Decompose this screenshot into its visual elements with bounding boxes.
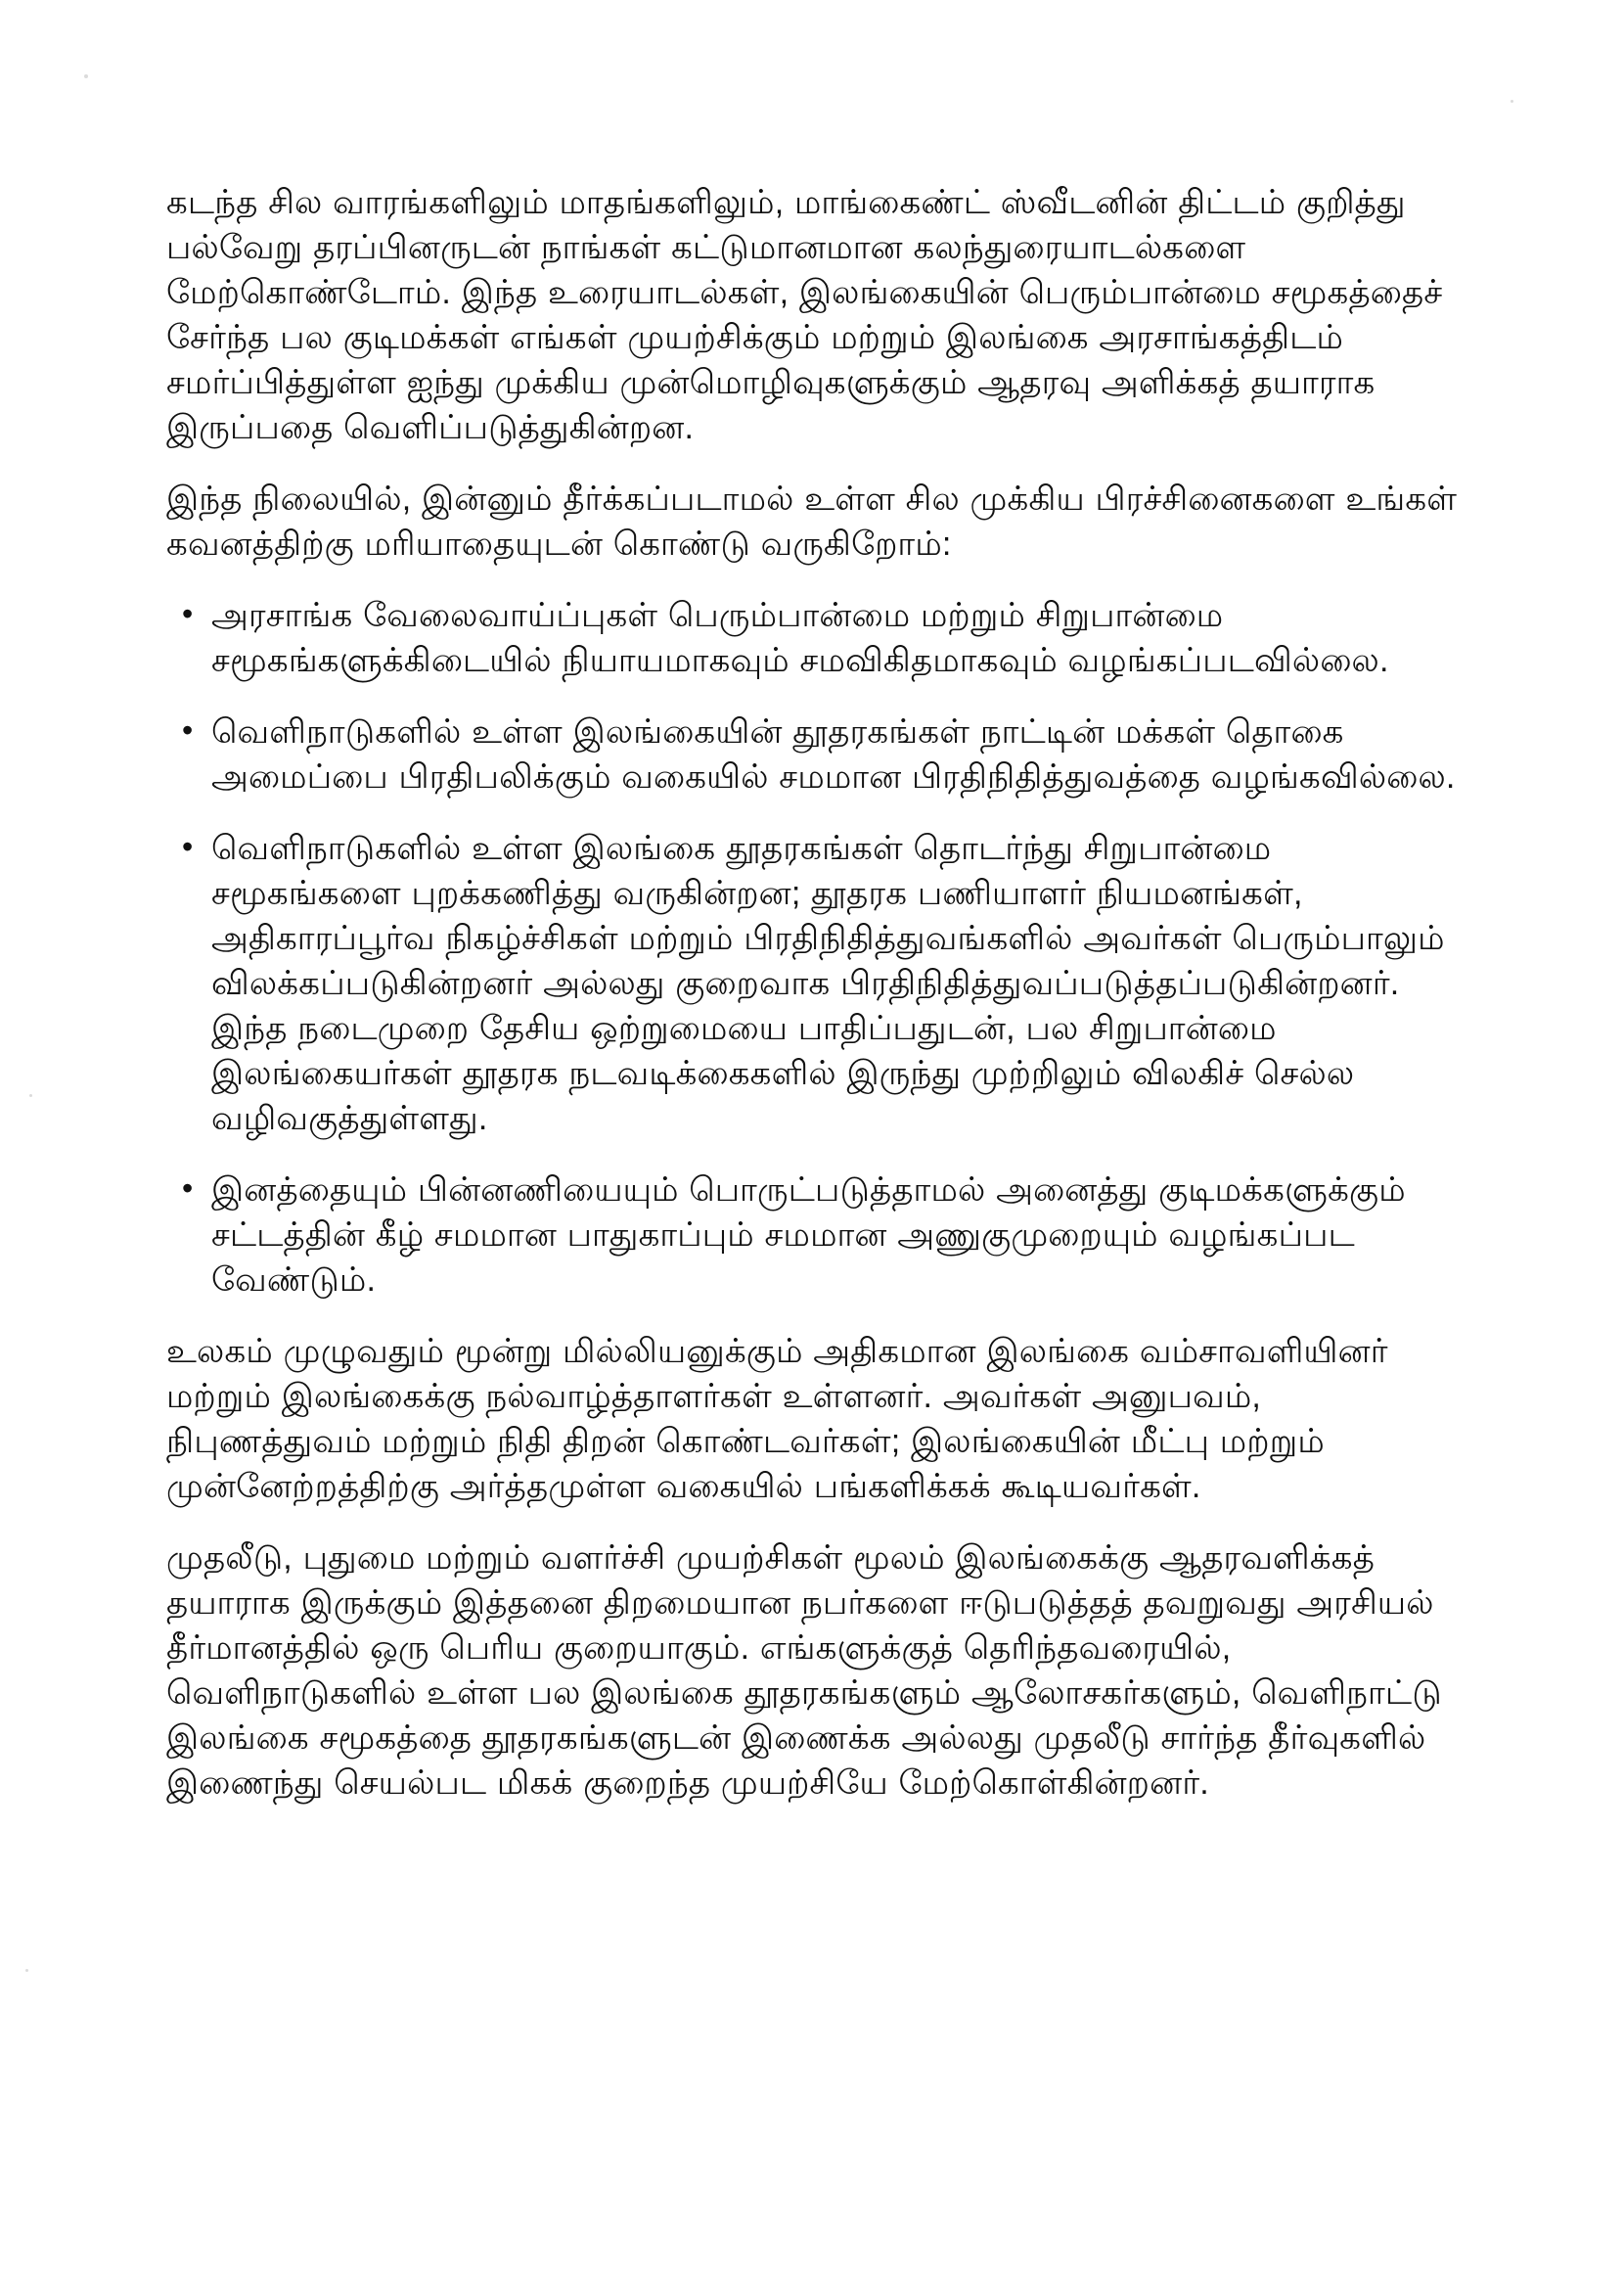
paragraph-issues-lead: இந்த நிலையில், இன்னும் தீர்க்கப்படாமல் உள்ள சில முக்கிய பிரச்சினைகளை உங்கள் கவனத்திற்கு மரியாதையுடன் கொண்டு வருகிறோம்: (166, 480, 1458, 563)
document-text-block (166, 180, 1469, 1832)
scan-speck (1511, 100, 1513, 103)
paragraph-closing: முதலீடு, புதுமை மற்றும் வளர்ச்சி முயற்சிகள் மூலம் இலங்கைக்கு ஆதரவளிக்கத் தயாராக இருக்கும் இத்தனை திறமையான நபர்களை ஈடுபடுத்தத் தவறுவது அரசியல் தீர்மானத்தில் ஒரு பெரிய குறையாகும். எங்களுக்குத் தெரிந்தவரையில், வெளிநாடுகளில் உள்ள பல இலங்கை தூதரகங்களும் ஆலோசகர்களும், வெளிநாட்டு இலங்கை சமூகத்தை தூதரகங்களுடன் இணைக்க அல்லது முதலீடு சார்ந்த தீர்வுகளில் இணைந்து செயல்பட மிகக் குறைந்த முயற்சியே மேற்கொள்கின்றனர். (166, 1539, 1442, 1802)
issues-bullet-list (166, 593, 1469, 1303)
bullet-item-embassy-exclusion: • வெளிநாடுகளில் உள்ள இலங்கை தூதரகங்கள் தொடர்ந்து சிறுபான்மை சமூகங்களை புறக்கணித்து வருகின்றன; தூதரக பணியாளர் நியமனங்கள், அதிகாரப்பூர்வ நிகழ்ச்சிகள் மற்றும் பிரதிநிதித்துவங்களில் அவர்கள் பெரும்பாலும் விலக்கப்படுகின்றனர் அல்லது குறைவாக பிரதிநிதித்துவப்படுத்தப்படுகின்றனர். இந்த நடைமுறை தேசிய ஒற்றுமையை பாதிப்பதுடன், பல சிறுபான்மை இலங்கையர்கள் தூதரக நடவடிக்கைகளில் இருந்து முற்றிலும் விலகிச் செல்ல வழிவகுத்துள்ளது. (211, 826, 1469, 1141)
bullet-item-equal-protection: • இனத்தையும் பின்னணியையும் பொருட்படுத்தாமல் அனைத்து குடிமக்களுக்கும் சட்டத்தின் கீழ் சமமான பாதுகாப்பும் சமமான அணுகுமுறையும் வழங்கப்பட வேண்டும். (211, 1167, 1469, 1303)
paragraph-diaspora: உலகம் முழுவதும் மூன்று மில்லியனுக்கும் அதிகமான இலங்கை வம்சாவளியினர் மற்றும் இலங்கைக்கு நல்வாழ்த்தாளர்கள் உள்ளனர். அவர்கள் அனுபவம், நிபுணத்துவம் மற்றும் நிதி திறன் கொண்டவர்கள்; இலங்கையின் மீட்பு மற்றும் முன்னேற்றத்திற்கு அர்த்தமுள்ள வகையில் பங்களிக்கக் கூடியவர்கள். (166, 1333, 1388, 1505)
bullet-item-employment: • அரசாங்க வேலைவாய்ப்புகள் பெரும்பான்மை மற்றும் சிறுபான்மை சமூகங்களுக்கிடையில் நியாயமாகவும் சமவிகிதமாகவும் வழங்கப்படவில்லை. (211, 593, 1469, 683)
paragraph-intro: கடந்த சில வாரங்களிலும் மாதங்களிலும், மாங்கைண்ட் ஸ்வீடனின் திட்டம் குறித்து பல்வேறு தரப்பினருடன் நாங்கள் கட்டுமானமான கலந்துரையாடல்களை மேற்கொண்டோம். இந்த உரையாடல்கள், இலங்கையின் பெரும்பான்மை சமூகத்தைச் சேர்ந்த பல குடிமக்கள் எங்கள் முயற்சிக்கும் மற்றும் இலங்கை அரசாங்கத்திடம் சமர்ப்பித்துள்ள ஐந்து முக்கிய முன்மொழிவுகளுக்கும் ஆதரவு அளிக்கத் தயாராக இருப்பதை வெளிப்படுத்துகின்றன. (166, 184, 1443, 446)
scan-speck (84, 74, 88, 78)
scan-speck (25, 1969, 28, 1972)
scan-speck (29, 1094, 32, 1097)
bullet-item-embassy-representation: • வெளிநாடுகளில் உள்ள இலங்கையின் தூதரகங்கள் நாட்டின் மக்கள் தொகை அமைப்பை பிரதிபலிக்கும் வகையில் சமமான பிரதிநிதித்துவத்தை வழங்கவில்லை. (211, 709, 1469, 800)
